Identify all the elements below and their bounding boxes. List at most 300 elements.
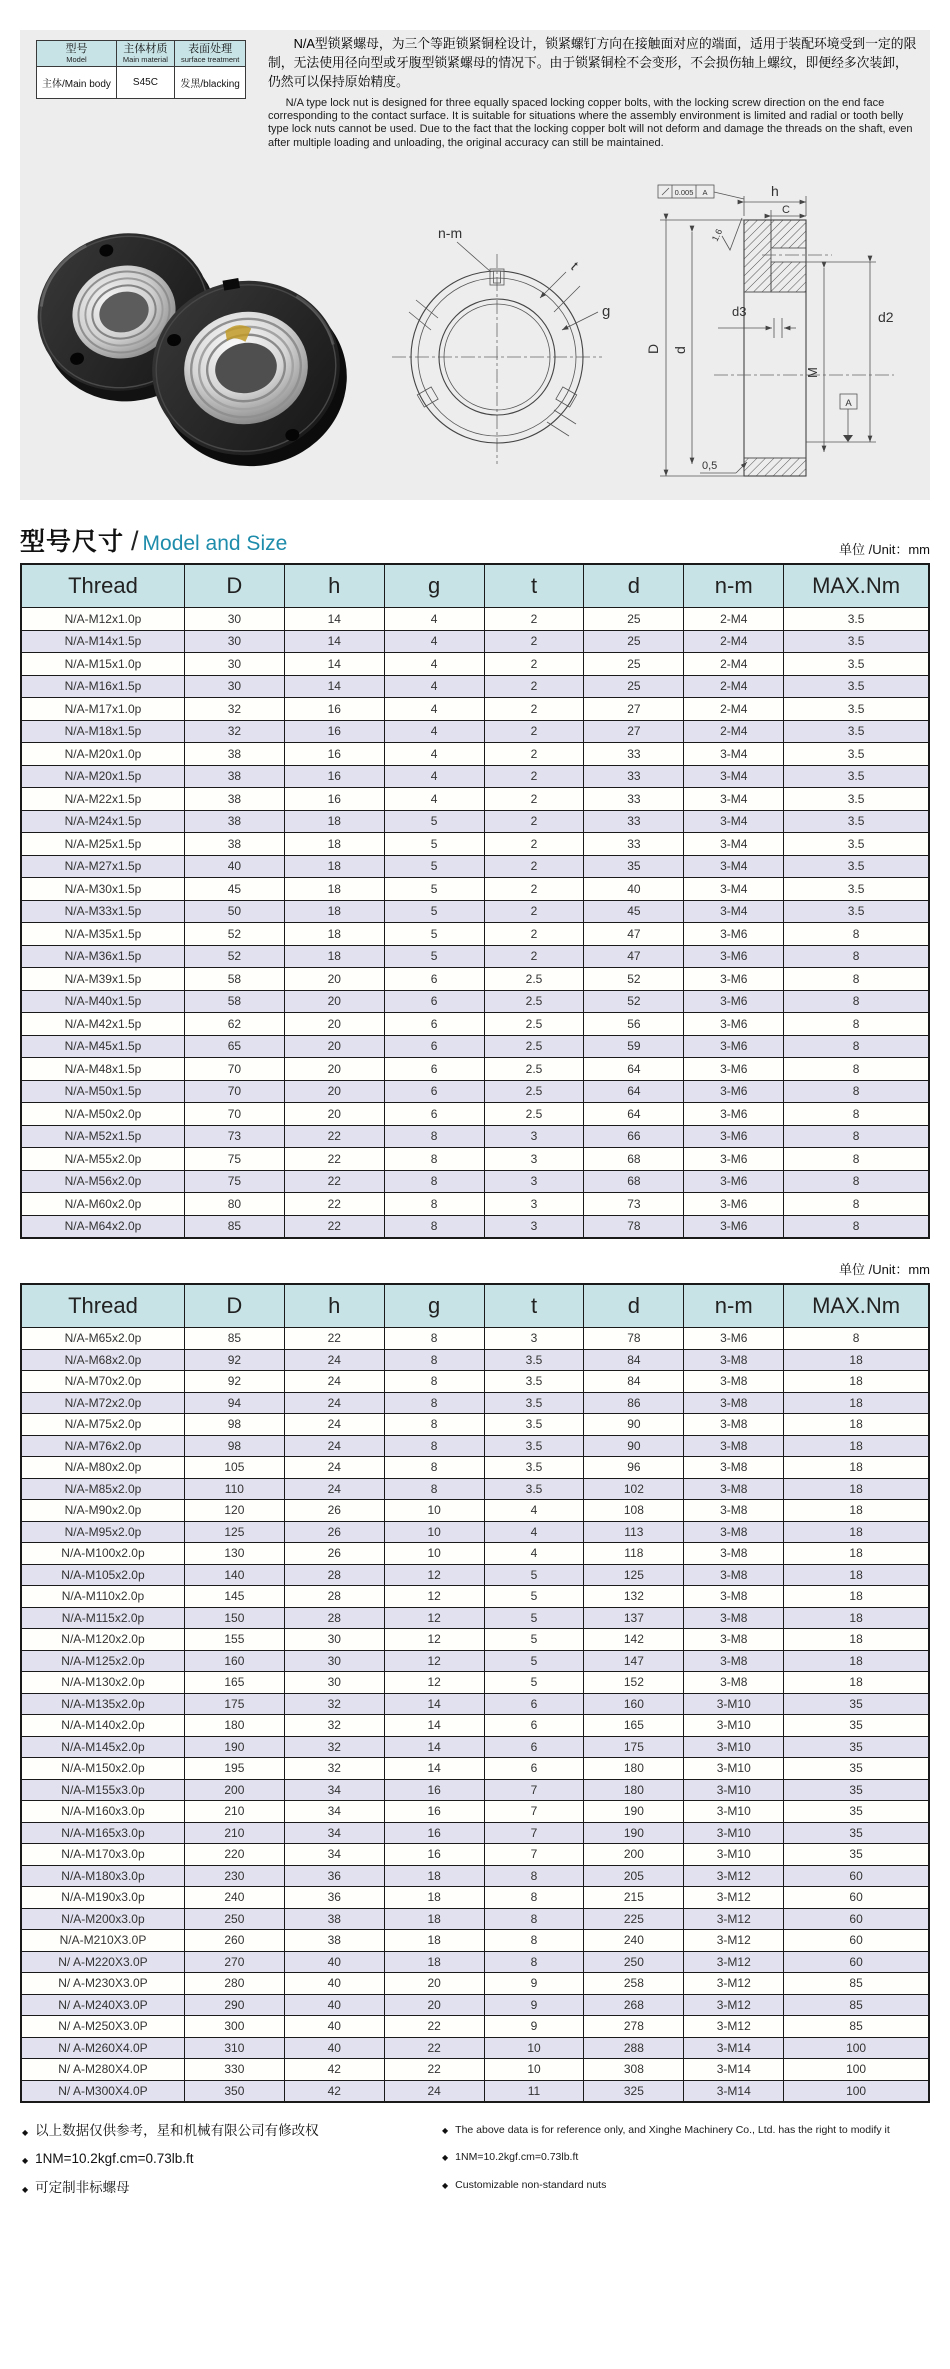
table-row: [21, 1607, 929, 1629]
value-cell: 90: [584, 1435, 684, 1457]
table-row: [21, 1058, 929, 1081]
value-cell: 125: [184, 1521, 284, 1543]
thread-cell: N/A-M25x1.5p: [21, 833, 184, 856]
value-cell: 47: [584, 923, 684, 946]
value-cell: 3-M8: [684, 1435, 784, 1457]
value-cell: 26: [284, 1521, 384, 1543]
value-cell: 175: [184, 1693, 284, 1715]
value-cell: 3-M10: [684, 1715, 784, 1737]
tolerance-value: 0.005: [674, 188, 694, 197]
value-cell: 34: [284, 1822, 384, 1844]
value-cell: 3.5: [784, 878, 929, 901]
table-row: [21, 1930, 929, 1952]
table-row: [37, 41, 246, 67]
table-row: [21, 1822, 929, 1844]
value-cell: 3.5: [784, 720, 929, 743]
value-cell: 40: [284, 1994, 384, 2016]
value-cell: 20: [284, 1035, 384, 1058]
value-cell: 18: [284, 878, 384, 901]
value-cell: 8: [384, 1148, 484, 1171]
col-header-g: g: [384, 1284, 484, 1328]
value-cell: 14: [384, 1736, 484, 1758]
value-cell: 18: [784, 1586, 929, 1608]
value-cell: 34: [284, 1779, 384, 1801]
value-cell: 40: [284, 2037, 384, 2059]
value-cell: 12: [384, 1586, 484, 1608]
value-cell: 30: [184, 608, 284, 631]
value-cell: 3-M8: [684, 1414, 784, 1436]
thread-cell: N/ A-M300X4.0P: [21, 2080, 184, 2102]
value-cell: 75: [184, 1170, 284, 1193]
value-cell: 3-M4: [684, 765, 784, 788]
value-cell: 84: [584, 1349, 684, 1371]
thread-cell: N/A-M190x3.0p: [21, 1887, 184, 1909]
value-cell: 35: [784, 1779, 929, 1801]
bullet-icon: ◆: [22, 2128, 29, 2137]
thread-cell: N/A-M56x2.0p: [21, 1170, 184, 1193]
value-cell: 175: [584, 1736, 684, 1758]
table-row: [21, 1414, 929, 1436]
table-row: [21, 968, 929, 991]
value-cell: 66: [584, 1125, 684, 1148]
value-cell: 18: [784, 1392, 929, 1414]
thread-cell: N/ A-M220X3.0P: [21, 1951, 184, 1973]
value-cell: 3-M6: [684, 1058, 784, 1081]
value-cell: 12: [384, 1629, 484, 1651]
value-cell: 75: [184, 1148, 284, 1171]
value-cell: 3-M6: [684, 968, 784, 991]
spec-header-zh: 表面处理: [188, 43, 233, 55]
value-cell: 3-M6: [684, 1328, 784, 1350]
value-cell: 3-M8: [684, 1564, 784, 1586]
table-row: [21, 1035, 929, 1058]
value-cell: 40: [284, 1951, 384, 1973]
value-cell: 92: [184, 1349, 284, 1371]
table-row: [21, 1951, 929, 1973]
value-cell: 78: [584, 1328, 684, 1350]
value-cell: 3.5: [784, 833, 929, 856]
value-cell: 8: [784, 1193, 929, 1216]
value-cell: 3-M8: [684, 1521, 784, 1543]
value-cell: 350: [184, 2080, 284, 2102]
value-cell: 8: [784, 1080, 929, 1103]
value-cell: 4: [384, 765, 484, 788]
value-cell: 78: [584, 1215, 684, 1238]
value-cell: 8: [384, 1414, 484, 1436]
thread-cell: N/A-M14x1.5p: [21, 630, 184, 653]
value-cell: 280: [184, 1973, 284, 1995]
value-cell: 190: [584, 1801, 684, 1823]
value-cell: 18: [784, 1607, 929, 1629]
value-cell: 18: [784, 1672, 929, 1694]
value-cell: 40: [584, 878, 684, 901]
value-cell: 3.5: [484, 1478, 584, 1500]
label-d2: d2: [878, 309, 894, 325]
value-cell: 92: [184, 1371, 284, 1393]
value-cell: 8: [484, 1908, 584, 1930]
value-cell: 2-M4: [684, 720, 784, 743]
header-row: [21, 1284, 929, 1328]
value-cell: 18: [784, 1414, 929, 1436]
value-cell: 22: [284, 1170, 384, 1193]
value-cell: 2.5: [484, 1080, 584, 1103]
value-cell: 24: [284, 1414, 384, 1436]
tolerance-frame: [658, 185, 744, 199]
value-cell: 18: [384, 1865, 484, 1887]
value-cell: 25: [584, 653, 684, 676]
value-cell: 8: [384, 1215, 484, 1238]
value-cell: 59: [584, 1035, 684, 1058]
value-cell: 3-M8: [684, 1457, 784, 1479]
value-cell: 3-M8: [684, 1371, 784, 1393]
thread-cell: N/A-M15x1.0p: [21, 653, 184, 676]
col-header-D: D: [184, 564, 284, 608]
thread-cell: N/A-M45x1.5p: [21, 1035, 184, 1058]
value-cell: 290: [184, 1994, 284, 2016]
value-cell: 8: [784, 1125, 929, 1148]
thread-cell: N/A-M140x2.0p: [21, 1715, 184, 1737]
tolerance-datum: A: [702, 188, 708, 197]
value-cell: 38: [184, 810, 284, 833]
value-cell: 18: [384, 1908, 484, 1930]
value-cell: 18: [784, 1564, 929, 1586]
value-cell: 210: [184, 1801, 284, 1823]
value-cell: 38: [184, 765, 284, 788]
value-cell: 12: [384, 1650, 484, 1672]
value-cell: 3-M8: [684, 1629, 784, 1651]
value-cell: 3-M6: [684, 1193, 784, 1216]
table-row: [21, 2059, 929, 2081]
table-row: [21, 945, 929, 968]
value-cell: 34: [284, 1801, 384, 1823]
note-item: [22, 2117, 436, 2145]
value-cell: 3-M6: [684, 923, 784, 946]
value-cell: 152: [584, 1672, 684, 1694]
value-cell: 4: [384, 675, 484, 698]
value-cell: 20: [384, 1973, 484, 1995]
value-cell: 160: [184, 1650, 284, 1672]
note-text: The above data is for reference only, and Xinghe Machinery Co., Ltd. has the right to modify it: [455, 2124, 890, 2136]
table-row: [21, 1887, 929, 1909]
title-chinese: 型号尺寸: [20, 528, 125, 556]
value-cell: 20: [284, 1058, 384, 1081]
value-cell: 25: [584, 675, 684, 698]
value-cell: 85: [784, 2016, 929, 2038]
value-cell: 40: [284, 2016, 384, 2038]
page-title: [20, 522, 287, 558]
value-cell: 210: [184, 1822, 284, 1844]
table-row: [21, 1193, 929, 1216]
value-cell: 113: [584, 1521, 684, 1543]
value-cell: 132: [584, 1586, 684, 1608]
size-table-2: [20, 1283, 930, 2103]
value-cell: 10: [384, 1543, 484, 1565]
value-cell: 5: [384, 855, 484, 878]
value-cell: 270: [184, 1951, 284, 1973]
value-cell: 64: [584, 1058, 684, 1081]
value-cell: 18: [284, 855, 384, 878]
value-cell: 3-M14: [684, 2037, 784, 2059]
value-cell: 98: [184, 1414, 284, 1436]
value-cell: 118: [584, 1543, 684, 1565]
value-cell: 3: [484, 1170, 584, 1193]
table-row: [21, 743, 929, 766]
table-row: [21, 1521, 929, 1543]
value-cell: 3-M4: [684, 878, 784, 901]
value-cell: 145: [184, 1586, 284, 1608]
value-cell: 14: [384, 1758, 484, 1780]
thread-cell: N/A-M50x1.5p: [21, 1080, 184, 1103]
value-cell: 3-M6: [684, 1080, 784, 1103]
value-cell: 18: [784, 1478, 929, 1500]
value-cell: 68: [584, 1170, 684, 1193]
col-header-d: d: [584, 564, 684, 608]
table-row: [21, 720, 929, 743]
value-cell: 22: [384, 2037, 484, 2059]
value-cell: 24: [284, 1457, 384, 1479]
thread-cell: N/A-M55x2.0p: [21, 1148, 184, 1171]
value-cell: 3-M12: [684, 1973, 784, 1995]
value-cell: 24: [384, 2080, 484, 2102]
value-cell: 56: [584, 1013, 684, 1036]
value-cell: 288: [584, 2037, 684, 2059]
value-cell: 2: [484, 608, 584, 631]
value-cell: 3.5: [784, 900, 929, 923]
value-cell: 8: [484, 1930, 584, 1952]
table-row: [21, 1973, 929, 1995]
value-cell: 3-M10: [684, 1693, 784, 1715]
thread-cell: N/A-M42x1.5p: [21, 1013, 184, 1036]
value-cell: 2.5: [484, 1058, 584, 1081]
value-cell: 33: [584, 743, 684, 766]
value-cell: 4: [384, 698, 484, 721]
value-cell: 32: [284, 1715, 384, 1737]
value-cell: 7: [484, 1822, 584, 1844]
value-cell: 8: [784, 945, 929, 968]
value-cell: 4: [384, 653, 484, 676]
label-M: M: [805, 367, 820, 378]
col-header-h: h: [284, 564, 384, 608]
value-cell: 60: [784, 1908, 929, 1930]
value-cell: 47: [584, 945, 684, 968]
datum-letter: A: [845, 398, 852, 409]
material-spec-table: [36, 40, 246, 99]
value-cell: 165: [584, 1715, 684, 1737]
description-chinese: N/A型锁紧螺母，为三个等距锁紧铜栓设计，锁紧螺钉方向在接触面对应的端面，适用于装配环境受到一定的限制，无法使用径向型或牙腹型锁紧螺母的情况下。由于锁紧铜栓不会变形，不会损伤轴上螺纹，即便经多次装卸，仍然可以保持原始精度。: [268, 36, 917, 90]
value-cell: 30: [284, 1672, 384, 1694]
thread-cell: N/A-M75x2.0p: [21, 1414, 184, 1436]
title-slash: /: [131, 526, 139, 556]
spec-value-body: 主体/Main body: [37, 67, 117, 99]
thread-cell: N/A-M210X3.0P: [21, 1930, 184, 1952]
value-cell: 3-M8: [684, 1500, 784, 1522]
value-cell: 190: [584, 1822, 684, 1844]
spec-value-material: S45C: [116, 67, 174, 99]
value-cell: 3.5: [784, 765, 929, 788]
thread-cell: N/A-M200x3.0p: [21, 1908, 184, 1930]
value-cell: 22: [284, 1148, 384, 1171]
thread-cell: N/A-M145x2.0p: [21, 1736, 184, 1758]
spec-header-en: surface treatment: [180, 54, 240, 64]
label-d3: d3: [732, 304, 747, 319]
value-cell: 73: [584, 1193, 684, 1216]
value-cell: 35: [784, 1736, 929, 1758]
label-g: g: [602, 303, 611, 320]
value-cell: 2: [484, 900, 584, 923]
value-cell: 26: [284, 1500, 384, 1522]
table-row: [37, 67, 246, 99]
col-header-t: t: [484, 564, 584, 608]
value-cell: 8: [784, 1035, 929, 1058]
table-row: [21, 990, 929, 1013]
value-cell: 18: [284, 900, 384, 923]
thread-cell: N/A-M130x2.0p: [21, 1672, 184, 1694]
value-cell: 325: [584, 2080, 684, 2102]
value-cell: 36: [284, 1865, 384, 1887]
value-cell: 195: [184, 1758, 284, 1780]
thread-cell: N/A-M17x1.0p: [21, 698, 184, 721]
value-cell: 250: [584, 1951, 684, 1973]
thread-cell: N/A-M76x2.0p: [21, 1435, 184, 1457]
table-row: [21, 1148, 929, 1171]
value-cell: 9: [484, 2016, 584, 2038]
value-cell: 32: [284, 1693, 384, 1715]
value-cell: 5: [484, 1629, 584, 1651]
value-cell: 20: [284, 1103, 384, 1126]
spec-header-zh: 主体材质: [123, 43, 168, 55]
table-row: [21, 1844, 929, 1866]
value-cell: 2: [484, 765, 584, 788]
value-cell: 300: [184, 2016, 284, 2038]
value-cell: 258: [584, 1973, 684, 1995]
table-row: [21, 1013, 929, 1036]
thread-cell: N/A-M115x2.0p: [21, 1607, 184, 1629]
value-cell: 3-M10: [684, 1779, 784, 1801]
value-cell: 30: [184, 653, 284, 676]
value-cell: 40: [284, 1973, 384, 1995]
value-cell: 3-M12: [684, 1908, 784, 1930]
thread-cell: N/A-M180x3.0p: [21, 1865, 184, 1887]
value-cell: 3-M4: [684, 855, 784, 878]
value-cell: 22: [384, 2059, 484, 2081]
value-cell: 100: [784, 2080, 929, 2102]
value-cell: 18: [784, 1371, 929, 1393]
value-cell: 8: [484, 1865, 584, 1887]
value-cell: 200: [584, 1844, 684, 1866]
table-row: [21, 698, 929, 721]
thread-cell: N/ A-M260X4.0P: [21, 2037, 184, 2059]
value-cell: 18: [284, 810, 384, 833]
thread-cell: N/A-M125x2.0p: [21, 1650, 184, 1672]
value-cell: 20: [284, 1013, 384, 1036]
value-cell: 3-M6: [684, 1148, 784, 1171]
value-cell: 33: [584, 833, 684, 856]
value-cell: 16: [284, 788, 384, 811]
value-cell: 3-M12: [684, 1930, 784, 1952]
value-cell: 3.5: [784, 743, 929, 766]
value-cell: 68: [584, 1148, 684, 1171]
value-cell: 70: [184, 1058, 284, 1081]
value-cell: 35: [784, 1822, 929, 1844]
value-cell: 4: [384, 720, 484, 743]
value-cell: 10: [484, 2059, 584, 2081]
value-cell: 85: [784, 1973, 929, 1995]
value-cell: 60: [784, 1865, 929, 1887]
thread-cell: N/ A-M230X3.0P: [21, 1973, 184, 1995]
value-cell: 16: [284, 765, 384, 788]
value-cell: 3-M4: [684, 788, 784, 811]
value-cell: 52: [584, 968, 684, 991]
spec-header-en: Main material: [122, 54, 168, 64]
description-english: N/A type lock nut is designed for three equally spaced locking copper bolts, with the locking screw direction on the end face corresponding to the contact surface. It is suitable for situations where the assembly environment is limited and radial or tooth belly type lock nuts cannot be used. Due to the fact that the locking copper bolt will not deform and damage the threads on the shaft, even after multiple loading and unloading, the original accuracy can still be maintained.: [268, 96, 913, 149]
value-cell: 3-M4: [684, 900, 784, 923]
value-cell: 3.5: [484, 1392, 584, 1414]
value-cell: 18: [784, 1650, 929, 1672]
thread-cell: N/A-M80x2.0p: [21, 1457, 184, 1479]
value-cell: 8: [384, 1349, 484, 1371]
unit-label: 单位 /Unit：mm: [838, 542, 930, 557]
thread-cell: N/A-M65x2.0p: [21, 1328, 184, 1350]
label-chamfer: 0,5: [702, 460, 718, 472]
table-row: [21, 1457, 929, 1479]
value-cell: 32: [284, 1758, 384, 1780]
value-cell: 27: [584, 698, 684, 721]
value-cell: 3: [484, 1215, 584, 1238]
value-cell: 8: [484, 1951, 584, 1973]
value-cell: 102: [584, 1478, 684, 1500]
value-cell: 5: [484, 1650, 584, 1672]
product-photo: [24, 172, 354, 497]
value-cell: 84: [584, 1371, 684, 1393]
value-cell: 8: [784, 1058, 929, 1081]
value-cell: 3.5: [484, 1349, 584, 1371]
value-cell: 137: [584, 1607, 684, 1629]
value-cell: 5: [384, 923, 484, 946]
value-cell: 42: [284, 2059, 384, 2081]
roughness-value: 1.6: [709, 227, 725, 243]
value-cell: 2: [484, 743, 584, 766]
value-cell: 12: [384, 1564, 484, 1586]
table-row: [21, 1103, 929, 1126]
value-cell: 3-M8: [684, 1349, 784, 1371]
table-row: [21, 675, 929, 698]
value-cell: 8: [784, 1215, 929, 1238]
value-cell: 18: [384, 1951, 484, 1973]
table-row: [21, 878, 929, 901]
value-cell: 22: [284, 1125, 384, 1148]
product-description: [268, 34, 920, 150]
value-cell: 60: [784, 1951, 929, 1973]
value-cell: 35: [784, 1758, 929, 1780]
table-row: [21, 1392, 929, 1414]
value-cell: 8: [784, 968, 929, 991]
value-cell: 16: [384, 1779, 484, 1801]
value-cell: 94: [184, 1392, 284, 1414]
value-cell: 2: [484, 630, 584, 653]
label-D: D: [645, 343, 661, 354]
value-cell: 2: [484, 698, 584, 721]
col-header-thread: Thread: [21, 1284, 184, 1328]
table-row: [21, 1779, 929, 1801]
value-cell: 6: [384, 1035, 484, 1058]
value-cell: 2: [484, 945, 584, 968]
table-row: [21, 1478, 929, 1500]
value-cell: 5: [384, 833, 484, 856]
value-cell: 3-M4: [684, 833, 784, 856]
value-cell: 25: [584, 630, 684, 653]
thread-cell: N/A-M160x3.0p: [21, 1801, 184, 1823]
value-cell: 16: [384, 1801, 484, 1823]
